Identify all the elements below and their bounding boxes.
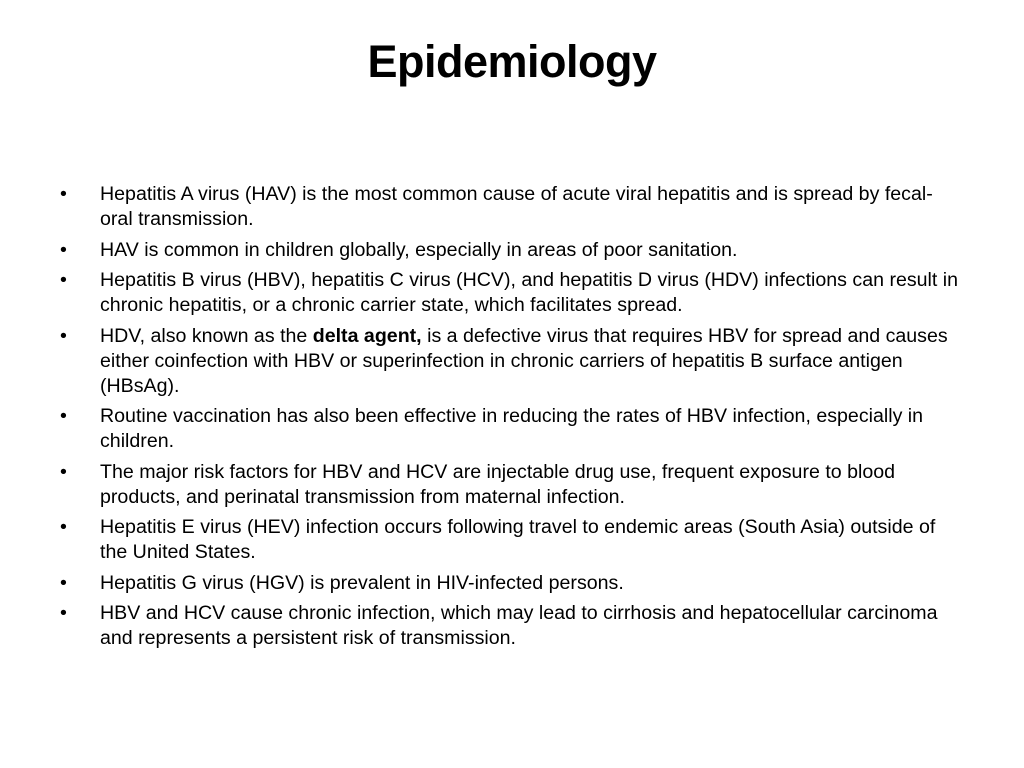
bullet-item-hav-children bbox=[60, 238, 965, 263]
bullet-text: Hepatitis G virus (HGV) is prevalent in HIV-infected persons. bbox=[100, 571, 624, 594]
bullet-item-hav-common-cause bbox=[60, 182, 965, 232]
bullet-text: Hepatitis E virus (HEV) infection occurs following travel to endemic areas (South Asia) outside of the United States. bbox=[100, 516, 936, 563]
bullet-icon: • bbox=[60, 238, 67, 261]
bullet-item-vaccination bbox=[60, 404, 965, 454]
bullet-item-risk-factors bbox=[60, 460, 965, 510]
bullet-text: Hepatitis B virus (HBV), hepatitis C virus (HCV), and hepatitis D virus (HDV) infections can result in chronic hepatitis, or a chronic carrier state, which facilitates spread. bbox=[100, 269, 959, 316]
bullet-icon: • bbox=[60, 405, 67, 427]
bullet-item-hbv-hcv-hdv bbox=[60, 268, 965, 318]
bullet-text: HBV and HCV cause chronic infection, which may lead to cirrhosis and hepatocellular carcinoma and represents a persistent risk of transmission. bbox=[100, 602, 938, 649]
bullet-icon: • bbox=[60, 460, 67, 483]
slide-title: Epidemiology bbox=[367, 36, 657, 87]
bullet-text-pre: HDV, also known as the bbox=[100, 324, 313, 347]
bullet-text: The major risk factors for HBV and HCV are injectable drug use, frequent exposure to blood products, and perinatal transmission from maternal infection. bbox=[100, 460, 896, 508]
bullet-item-chronic-infection bbox=[60, 601, 965, 651]
bullet-text: HAV is common in children globally, especially in areas of poor sanitation. bbox=[100, 238, 738, 261]
bullet-icon: • bbox=[60, 602, 67, 624]
bullet-icon: • bbox=[60, 183, 67, 205]
bullet-icon: • bbox=[60, 571, 67, 594]
bullet-text-post: is a defective virus that requires HBV for spread and causes either coinfection with HBV or superinfection in chronic carriers of hepatitis B surface antigen (HBsAg). bbox=[100, 324, 948, 397]
bullet-icon: • bbox=[60, 269, 67, 291]
bullet-list bbox=[60, 182, 965, 657]
bullet-text: Hepatitis A virus (HAV) is the most common cause of acute viral hepatitis and is spread by fecal-oral transmission. bbox=[100, 183, 933, 230]
bullet-icon: • bbox=[60, 324, 67, 347]
bullet-text: Routine vaccination has also been effective in reducing the rates of HBV infection, especially in children. bbox=[100, 405, 924, 452]
bullet-text-bold: delta agent, bbox=[312, 324, 422, 347]
bullet-icon: • bbox=[60, 516, 67, 538]
bullet-item-hev bbox=[60, 515, 965, 565]
bullet-item-hgv bbox=[60, 571, 965, 596]
bullet-text bbox=[100, 325, 948, 397]
bullet-item-hdv-delta-agent bbox=[60, 324, 965, 399]
